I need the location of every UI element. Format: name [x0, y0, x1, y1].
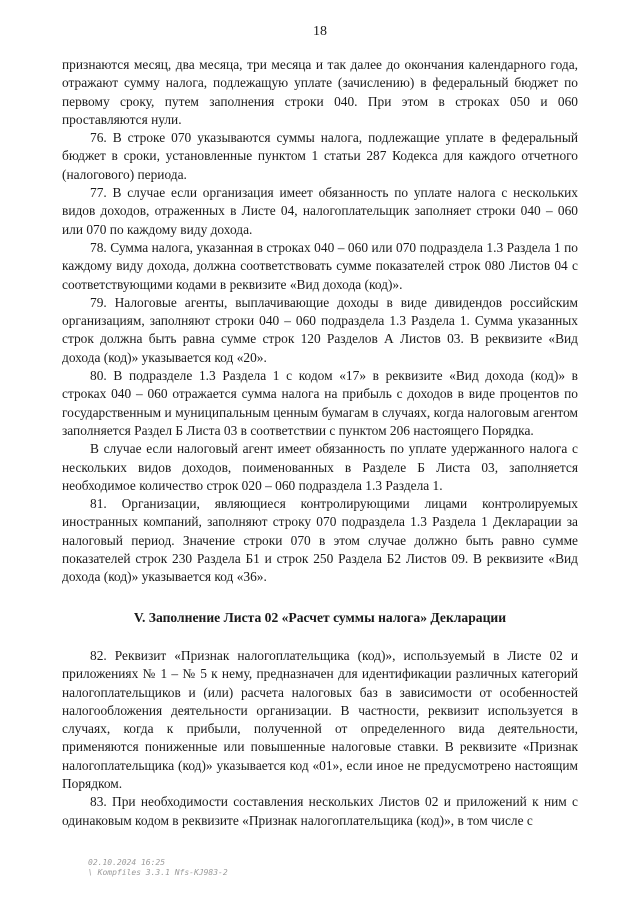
paragraph-75-continued: признаются месяц, два месяца, три месяца и так далее до окончания календарного года, отражают сумму налога, подлежащую уплате (зачислению) в федеральный бюджет по первому сроку, путем заполнения строки 040. При этом в строках 050 и 060 проставляются нули.: [62, 57, 578, 127]
paragraph-80-second: В случае если налоговый агент имеет обязанность по уплате удержанного налога с нескольких видов доходов, поименованных в Разделе Б Листа 03, заполняется необходимое количество строк 020 – 060 подраздела 1.3 Раздела 1.: [62, 441, 578, 493]
page-number: 18: [313, 24, 327, 39]
paragraph-83: 83. При необходимости составления нескольких Листов 02 и приложений к ним с одинаковым кодом в реквизите «Признак налогоплательщика (код)», в том числе с: [62, 794, 578, 828]
paragraph-78: 78. Сумма налога, указанная в строках 040 – 060 или 070 подраздела 1.3 Раздела 1 по каждому виду дохода, должна соответствовать сумме показателей строк 080 Листов 04 с соответствующими кодами в реквизите «Вид дохода (код)».: [62, 239, 578, 292]
registration-stamp: [88, 858, 228, 878]
paragraph-76: 76. В строке 070 указываются суммы налога, подлежащие уплате в федеральный бюджет в сроки, установленные пунктом 1 статьи 287 Кодекса для каждого отчетного (налогового) периода.: [62, 130, 578, 182]
paragraph-80: 80. В подразделе 1.3 Раздела 1 с кодом «17» в реквизите «Вид дохода (код)» в строках 040 – 060 отражается сумма налога на прибыль с доходов в виде процентов по государственным и муниципальным ценным бумагам в случаях, когда налоговым агентом заполняется Раздел Б Листа 03 в соответствии с пунктом 206 настоящего Порядка.: [62, 368, 578, 438]
paragraph-79: 79. Налоговые агенты, выплачивающие доходы в виде дивидендов российским организациям, заполняют строки 040 – 060 подраздела 1.3 Раздела 1. Сумма указанных строк должна быть равна сумме строк 120 Разделов А Листов 03. В реквизите «Вид дохода (код)» указывается код «20».: [62, 294, 578, 365]
paragraph-77: 77. В случае если организация имеет обязанность по уплате налога с нескольких видов доходов, отраженных в Листе 04, налогоплательщик заполняет строки 040 – 060 или 070 по каждому виду дохода.: [62, 185, 578, 237]
section-heading: V. Заполнение Листа 02 «Расчет суммы налога» Декларации: [133, 609, 507, 625]
stamp-line-id: \ Kompfiles 3.3.1 Nfs-KJ983-2: [88, 868, 228, 877]
paragraph-81: 81. Организации, являющиеся контролирующими лицами контролируемых иностранных компаний, заполняют строку 070 подраздела 1.3 Раздела 1 Декларации за налоговый период. Значение строки 070 в этом случае должно быть равно сумме показателей строк 230 Раздела Б1 и строк 250 Раздела Б2 Листов 09. В реквизите «Вид дохода (код)» указывается код «36».: [62, 496, 578, 585]
stamp-line-date: 02.10.2024 16:25: [88, 858, 166, 867]
paragraph-82: 82. Реквизит «Признак налогоплательщика (код)», используемый в Листе 02 и приложениях № 1 – № 5 к нему, предназначен для идентификации различных категорий налогоплательщиков и (или) расчета налоговых баз в зависимости от особенностей налогообложения деятельности организации. В частности, реквизит используется в случаях, когда к прибыли, полученной от определенного вида деятельности, применяются пониженные или повышенные налоговые ставки. В реквизите «Признак налогоплательщика (код)» указывается код «01», если иное не предусмотрено настоящим Порядком.: [62, 647, 578, 791]
document-body: [62, 56, 578, 830]
